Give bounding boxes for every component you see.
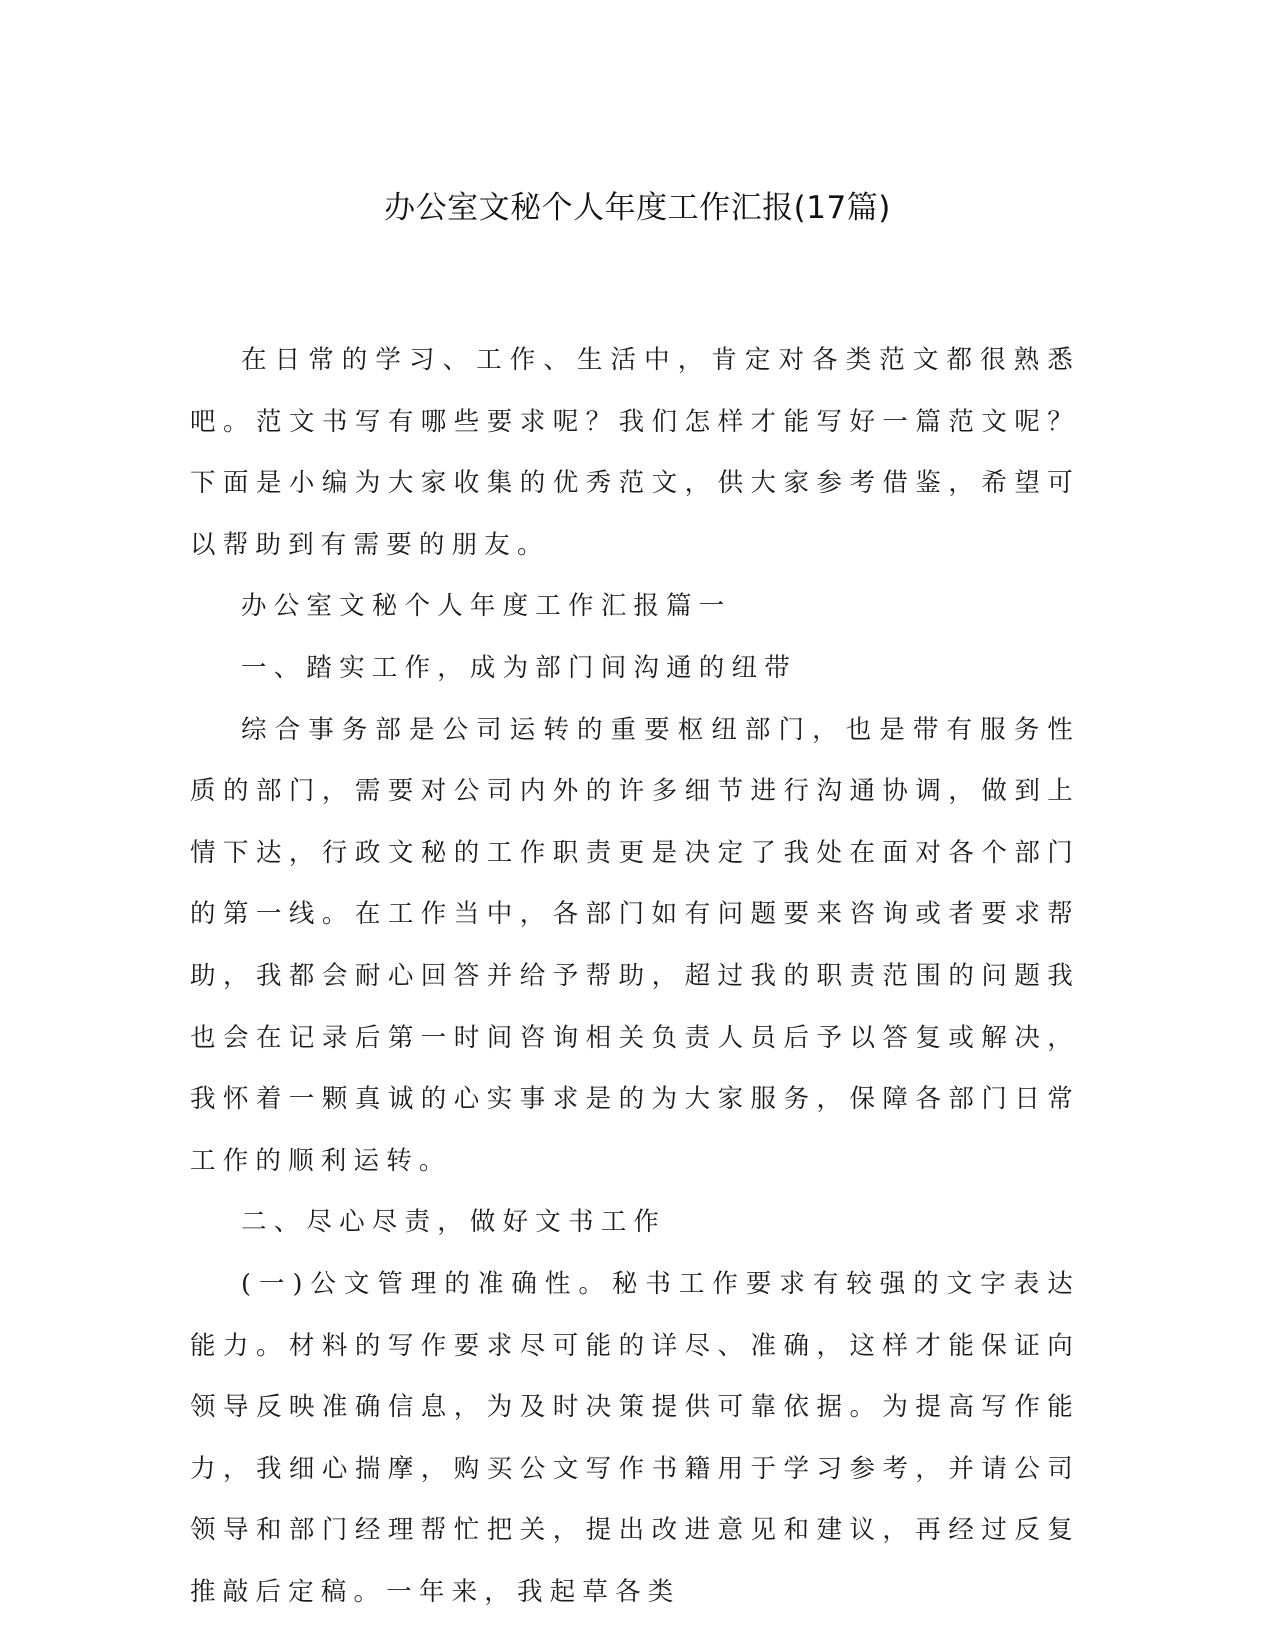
subheading-two: 二、尽心尽责，做好文书工作 <box>241 1207 667 1238</box>
subheading-one: 一、踏实工作，成为部门间沟通的纽带 <box>241 652 797 683</box>
document-title: 办公室文秘个人年度工作汇报(17篇) <box>384 190 891 226</box>
intro-paragraph: 在日常的学习、工作、生活中，肯定对各类范文都很熟悉吧。范文书写有哪些要求呢？我们怎样才能写好一篇范文呢？下面是小编为大家收集的优秀范文，供大家参考借鉴，希望可以帮助到有需要的朋友。 <box>190 345 1080 560</box>
body-paragraph: (一)公文管理的准确性。秘书工作要求有较强的文字表达能力。材料的写作要求尽可能的详尽、准确，这样才能保证向领导反映准确信息，为及时决策提供可靠依据。为提高写作能力，我细心揣摩，购买公文写作书籍用于学习参考，并请公司领导和部门经理帮忙把关，提出改进意见和建议，再经过反复推敲后定稿。一年来，我起草各类 <box>190 1268 1080 1607</box>
body-paragraph: 综合事务部是公司运转的重要枢纽部门，也是带有服务性质的部门，需要对公司内外的许多细节进行沟通协调，做到上情下达，行政文秘的工作职责更是决定了我处在面对各个部门的第一线。在工作当中，各部门如有问题要来咨询或者要求帮助，我都会耐心回答并给予帮助，超过我的职责范围的问题我也会在记录后第一时间咨询相关负责人员后予以答复或解决，我怀着一颗真诚的心实事求是的为大家服务，保障各部门日常工作的顺利运转。 <box>190 714 1080 1176</box>
document-body <box>190 330 1080 1623</box>
section-heading-part-one: 办公室文秘个人年度工作汇报篇一 <box>241 591 732 622</box>
